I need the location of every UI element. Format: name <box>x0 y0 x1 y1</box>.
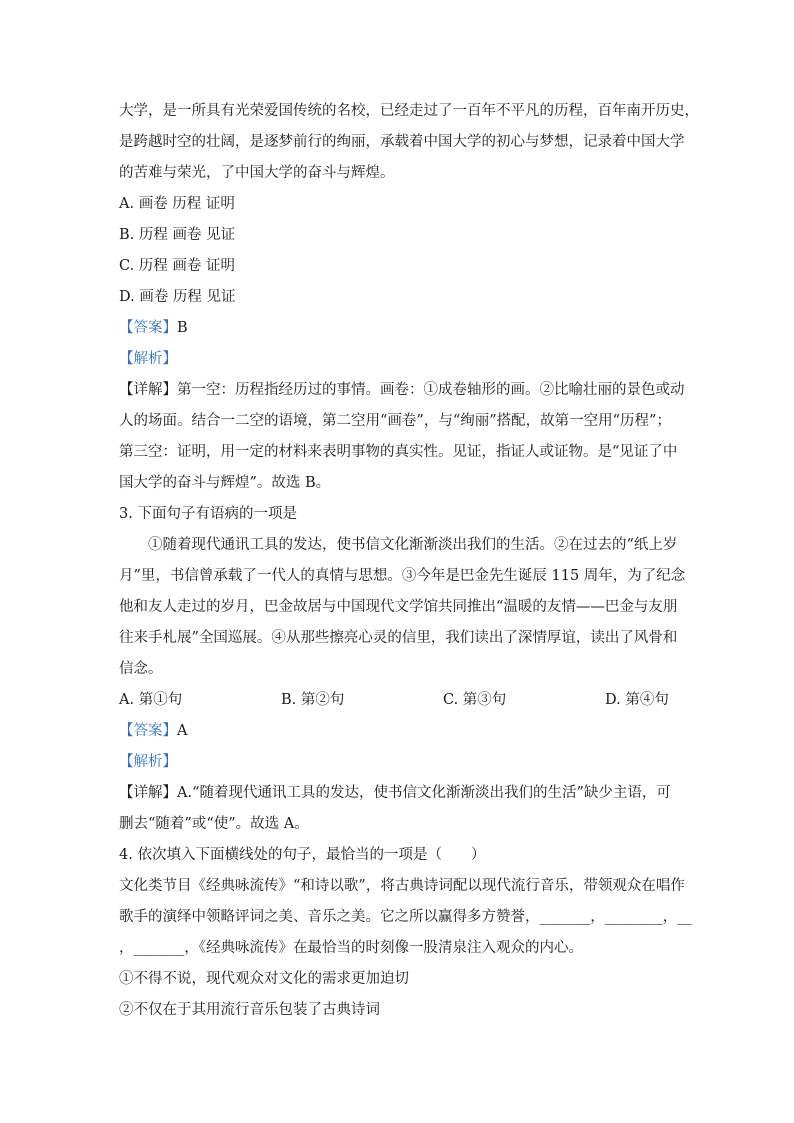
passage-line: ①随着现代通讯工具的发达，使书信文化渐渐淡出我们的生活。②在过去的“纸上岁 <box>148 537 678 553</box>
option-d: D. 第④句 <box>605 692 669 708</box>
detail-line: 人的场面。结合一二空的语境，第二空用“画卷”，与“绚丽”搭配，故第一空用“历程”； <box>119 413 671 429</box>
choice-item: ②不仅在于其用流行音乐包装了古典诗词 <box>119 1002 380 1018</box>
analysis-label: 【解析】 <box>119 351 177 367</box>
document-page <box>119 96 699 1026</box>
passage-line: 月”里，书信曾承载了一代人的真情与思想。③今年是巴金先生诞辰 115 周年，为了纪念 <box>119 568 686 584</box>
detail-line: 第三空：证明，用一定的材料来表明事物的真实性。见证，指证人或证物。是“见证了中 <box>119 444 678 460</box>
options-row <box>119 685 675 716</box>
passage-line: 往来手札展”全国巡展。④从那些擦亮心灵的信里，我们读出了深情厚谊，读出了风骨和 <box>119 630 678 646</box>
detail-line: 【详解】A.“随着现代通讯工具的发达，使书信文化渐渐淡出我们的生活”缺少主语，可 <box>119 785 671 801</box>
answer-line <box>119 313 675 344</box>
option-c: C. 第③句 <box>443 692 507 708</box>
answer-line <box>119 716 675 747</box>
question-stem: 3. 下面句子有语病的一项是 <box>119 506 297 522</box>
passage-line: 大学，是一所具有光荣爱国传统的名校，已经走过了一百年不平凡的历程，百年南开历史， <box>119 103 699 119</box>
option-c: C. 历程 画卷 证明 <box>119 258 236 274</box>
passage-line: ，_______，《经典咏流传》在最恰当的时刻像一股清泉注入观众的内心。 <box>119 940 583 956</box>
passage-line: 的苦难与荣光，了中国大学的奋斗与辉煌。 <box>119 165 395 181</box>
option-a: A. 画卷 历程 证明 <box>119 196 235 212</box>
passage-line: 是跨越时空的壮阔，是逐梦前行的绚丽，承载着中国大学的初心与梦想，记录着中国大学 <box>119 134 685 150</box>
option-b: B. 第②句 <box>281 692 345 708</box>
question-stem: 4. 依次填入下面横线处的句子，最恰当的一项是（ ） <box>119 847 486 863</box>
answer-label: 【答案】 <box>119 320 177 336</box>
answer-value: B <box>177 320 188 336</box>
choice-item: ①不得不说，现代观众对文化的需求更加迫切 <box>119 971 409 987</box>
option-d: D. 画卷 历程 见证 <box>119 289 236 305</box>
option-a: A. 第①句 <box>119 692 183 708</box>
analysis-label: 【解析】 <box>119 754 177 770</box>
option-b: B. 历程 画卷 见证 <box>119 227 236 243</box>
detail-line: 删去“随着”或“使”。故选 A。 <box>119 816 309 832</box>
passage-line: 信念。 <box>119 661 163 677</box>
passage-line: 歌手的演绎中领略评词之美、音乐之美。它之所以赢得多方赞誉，_______，________，__ <box>119 909 692 925</box>
passage-line: 文化类节目《经典咏流传》“和诗以歌”，将古典诗词配以现代流行音乐，带领观众在唱作 <box>119 878 685 894</box>
answer-label: 【答案】 <box>119 723 177 739</box>
detail-line: 国大学的奋斗与辉煌”。故选 B。 <box>119 475 331 491</box>
detail-line: 【详解】第一空：历程指经历过的事情。画卷：①成卷轴形的画。②比喻壮丽的景色或动 <box>119 382 685 398</box>
answer-value: A <box>177 723 188 739</box>
passage-line: 他和友人走过的岁月，巴金故居与中国现代文学馆共同推出“温暖的友情——巴金与友朋 <box>119 599 678 615</box>
